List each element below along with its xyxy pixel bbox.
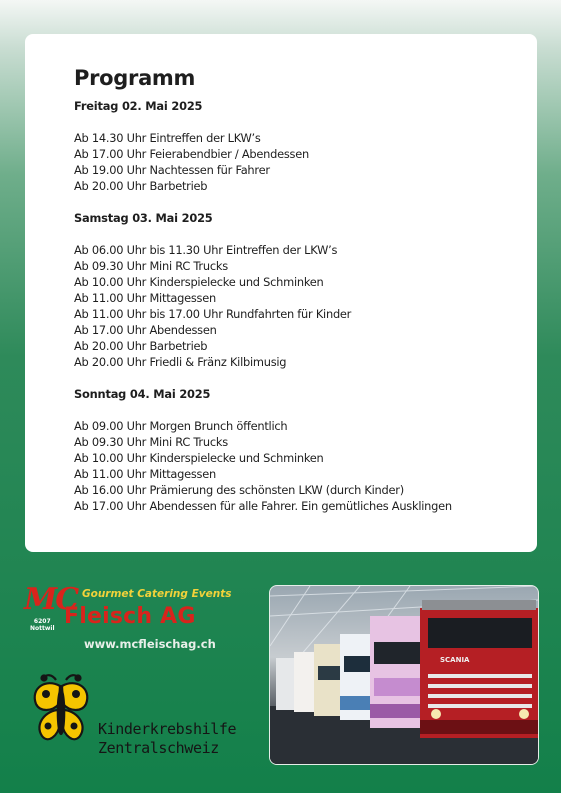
scania-badge: SCANIA [440,656,470,664]
kinderkrebshilfe-line1: Kinderkrebshilfe [98,720,237,738]
schedule-item: Ab 09.00 Uhr Morgen Brunch öffentlich [74,419,288,433]
schedule-list-friday [74,130,517,194]
mc-city-code: 6207 [33,618,51,625]
schedule-list-sunday [74,418,517,514]
schedule-list-saturday [74,242,517,370]
mc-website-link[interactable]: www.mcfleischag.ch [84,637,216,651]
schedule-item: Ab 09.30 Uhr Mini RC Trucks [74,259,228,273]
schedule-item: Ab 11.00 Uhr Mittagessen [74,467,216,481]
schedule-item: Ab 20.00 Uhr Friedli & Fränz Kilbimusig [74,355,287,369]
program-card [25,34,537,552]
mc-mark: MC [24,582,78,617]
mc-fleisch-logo [24,582,246,658]
schedule-item: Ab 06.00 Uhr bis 11.30 Uhr Eintreffen der LKW’s [74,243,338,257]
schedule-item: Ab 17.00 Uhr Abendessen für alle Fahrer. Ein gemütliches Ausklingen [74,499,452,513]
truck-show-photo [269,585,539,765]
mc-company-name: Fleisch AG [64,604,196,629]
schedule-item: Ab 20.00 Uhr Barbetrieb [74,179,208,193]
schedule-item: Ab 19.00 Uhr Nachtessen für Fahrer [74,163,270,177]
day-heading-friday: Freitag 02. Mai 2025 [74,99,203,113]
schedule-item: Ab 10.00 Uhr Kinderspielecke und Schminken [74,451,324,465]
day-heading-sunday: Sonntag 04. Mai 2025 [74,387,211,401]
mc-city-name: Nottwil [30,625,55,632]
schedule-item: Ab 10.00 Uhr Kinderspielecke und Schminken [74,275,324,289]
day-heading-saturday: Samstag 03. Mai 2025 [74,211,213,225]
schedule-item: Ab 09.30 Uhr Mini RC Trucks [74,435,228,449]
mc-tagline: Gourmet Catering Events [82,588,232,600]
schedule-item: Ab 17.00 Uhr Feierabendbier / Abendessen [74,147,309,161]
kinderkrebshilfe-logo [26,672,252,768]
schedule-item: Ab 16.00 Uhr Prämierung des schönsten LKW (durch Kinder) [74,483,404,497]
mc-location [30,618,55,632]
schedule-item: Ab 17.00 Uhr Abendessen [74,323,217,337]
program-content [74,66,517,530]
schedule-item: Ab 11.00 Uhr Mittagessen [74,291,216,305]
schedule-item: Ab 20.00 Uhr Barbetrieb [74,339,208,353]
schedule-item: Ab 14.30 Uhr Eintreffen der LKW’s [74,131,261,145]
program-title: Programm [74,66,196,90]
schedule-item: Ab 11.00 Uhr bis 17.00 Uhr Rundfahrten für Kinder [74,307,352,321]
kinderkrebshilfe-line2: Zentralschweiz [98,739,219,757]
truck-scene-image [270,586,538,764]
kinderkrebshilfe-name [98,720,236,758]
butterfly-icon [26,672,98,752]
